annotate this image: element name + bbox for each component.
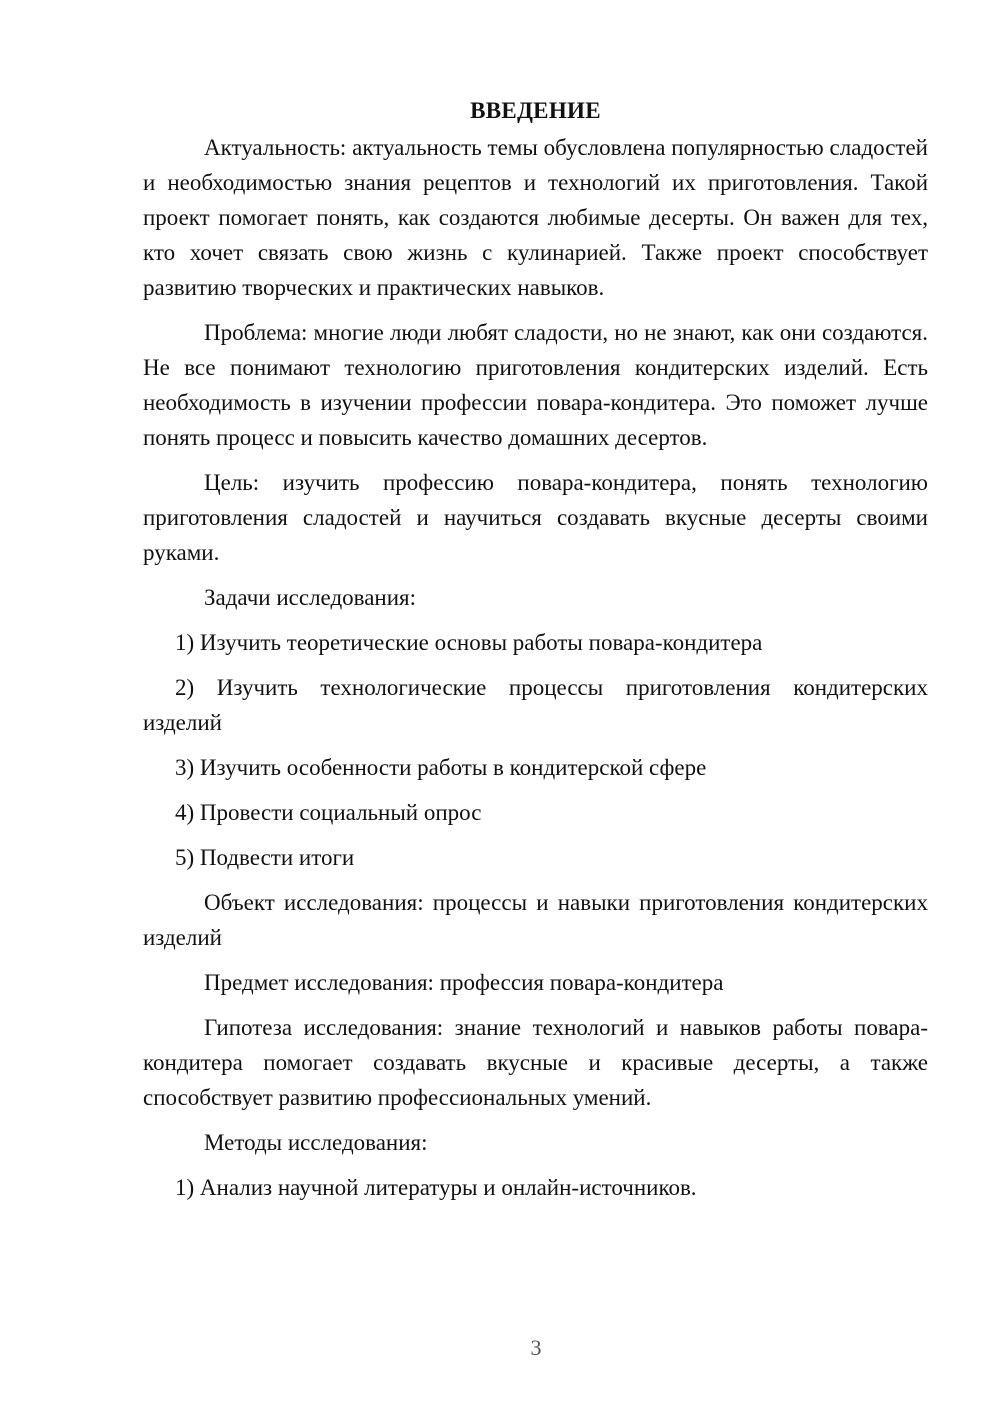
goal-paragraph: Цель: изучить профессию повара-кондитера, понять технологию приготовления сладостей и научиться создавать вкусные десерты своими руками. <box>143 470 928 565</box>
task-item-2: 2) Изучить технологические процессы приготовления кондитерских изделий <box>143 675 928 735</box>
relevance-paragraph: Актуальность: актуальность темы обусловлена популярностью сладостей и необходимостью знания рецептов и технологий их приготовления. Такой проект помогает понять, как создаются любимые десерты. Он важен для тех, кто хочет связать свою жизнь с кулинарией. Также проект способствует развитию творческих и практических навыков. <box>143 135 928 300</box>
problem-paragraph: Проблема: многие люди любят сладости, но не знают, как они создаются. Не все понимают технологию приготовления кондитерских изделий. Есть необходимость в изучении профессии повара-кондитера. Это поможет лучше понять процесс и повысить качество домашних десертов. <box>143 320 928 450</box>
task-item-5: 5) Подвести итоги <box>175 845 355 870</box>
subject-paragraph: Предмет исследования: профессия повара-кондитера <box>204 970 724 995</box>
task-item-3: 3) Изучить особенности работы в кондитерской сфере <box>175 755 707 780</box>
page-number: 3 <box>530 1335 542 1360</box>
object-paragraph: Объект исследования: процессы и навыки приготовления кондитерских изделий <box>143 890 928 950</box>
method-item-1: 1) Анализ научной литературы и онлайн-источников. <box>175 1175 697 1200</box>
task-item-1: 1) Изучить теоретические основы работы повара-кондитера <box>175 630 763 655</box>
document-page <box>143 93 928 1205</box>
tasks-heading: Задачи исследования: <box>204 585 417 610</box>
hypothesis-paragraph: Гипотеза исследования: знание технологий и навыков работы повара-кондитера помогает создавать вкусные и красивые десерты, а также способствует развитию профессиональных умений. <box>143 1015 928 1110</box>
task-item-4: 4) Провести социальный опрос <box>175 800 482 825</box>
section-title: ВВЕДЕНИЕ <box>470 98 601 123</box>
methods-heading: Методы исследования: <box>204 1130 428 1155</box>
